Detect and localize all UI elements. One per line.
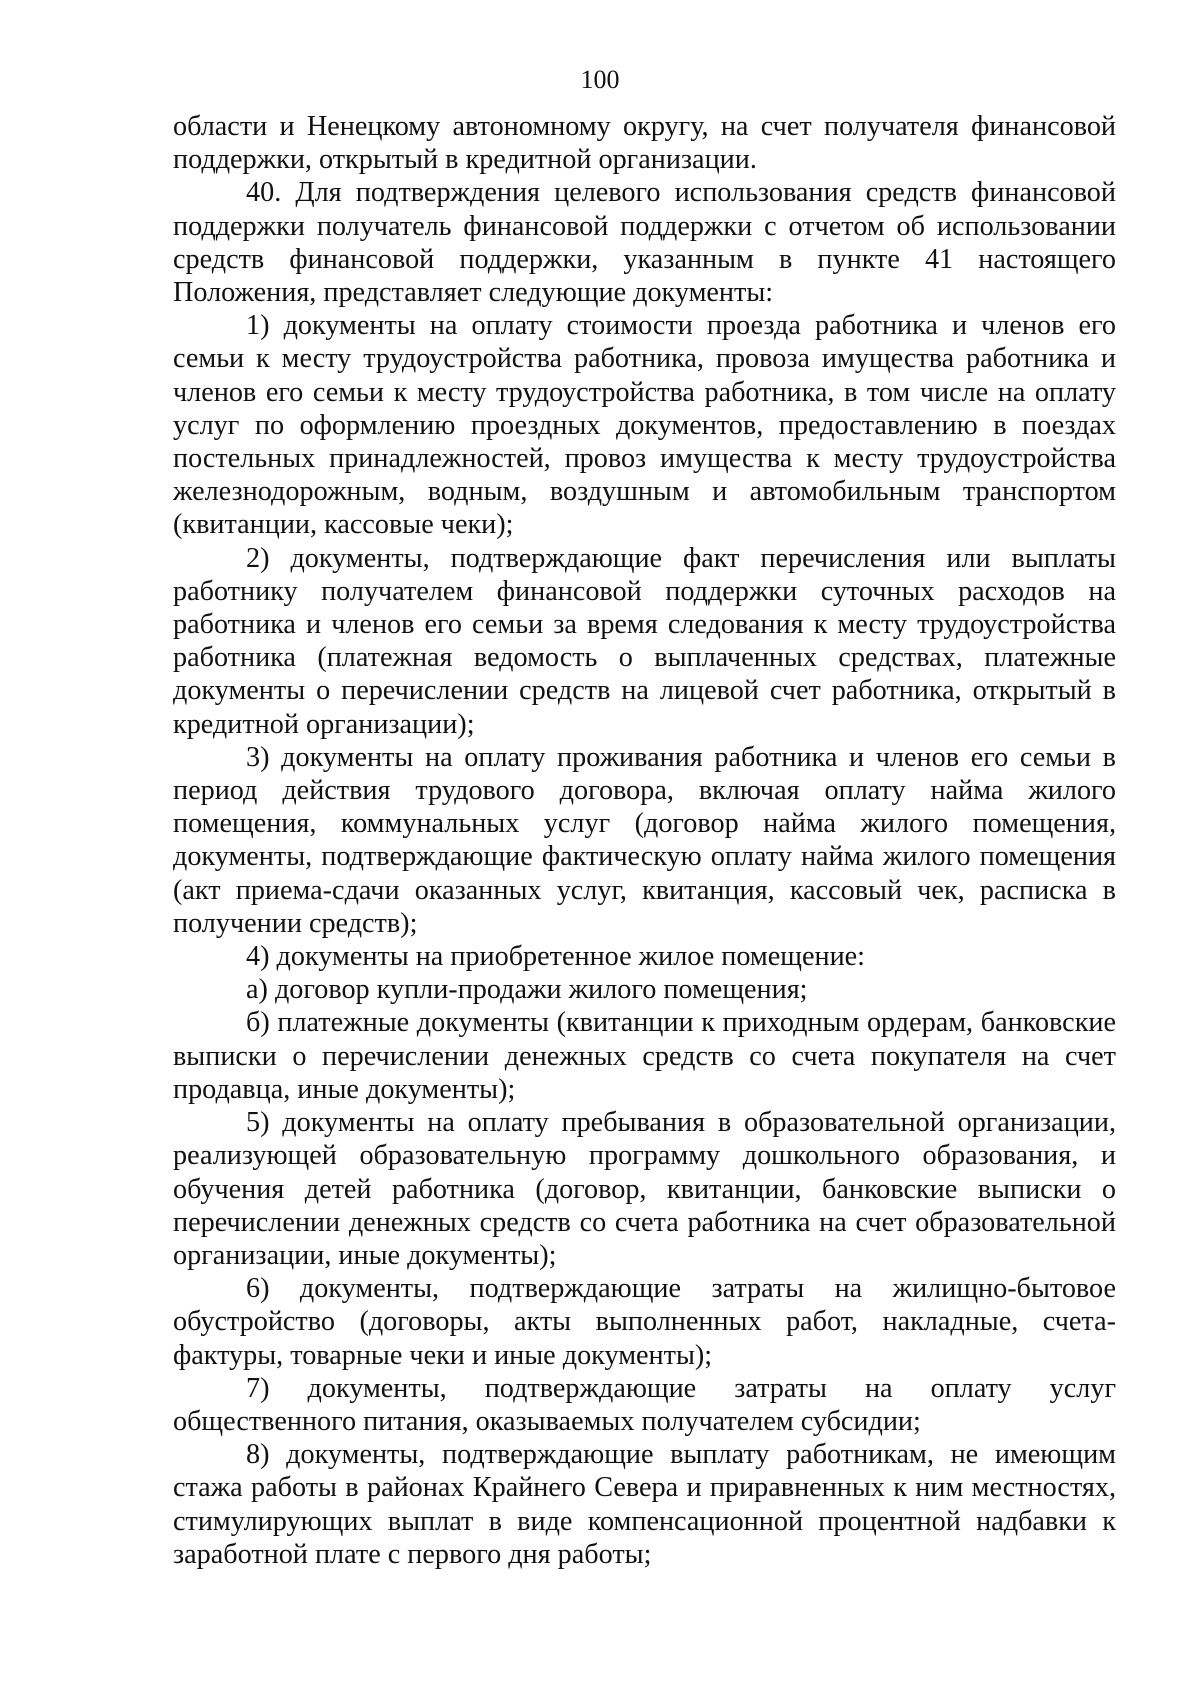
paragraph-subitem-8: 8) документы, подтверждающие выплату работникам, не имеющим стажа работы в районах Крайнего Севера и приравненных к ним местностях, стимулирующих выплат в виде компенсационной процентной надбавки к заработной плате с первого дня работы; <box>173 1439 1116 1570</box>
paragraph-subitem-4b: б) платежные документы (квитанции к приходным ордерам, банковские выписки о перечислении денежных средств со счета покупателя на счет продавца, иные документы); <box>173 1007 1116 1105</box>
paragraph-subitem-5: 5) документы на оплату пребывания в образовательной организации, реализующей образовательную программу дошкольного образования, и обучения детей работника (договор, квитанции, банковские выписки о перечислении денежных средств со счета работника на счет образовательной организации, иные документы); <box>173 1107 1116 1271</box>
paragraph-subitem-4a: а) договор купли-продажи жилого помещения; <box>246 974 808 1006</box>
paragraph-subitem-6: 6) документы, подтверждающие затраты на жилищно-бытовое обустройство (договоры, акты выполненных работ, накладные, счета-фактуры, товарные чеки и иные документы); <box>173 1273 1116 1371</box>
paragraph-item-40: 40. Для подтверждения целевого использования средств финансовой поддержки получатель финансовой поддержки с отчетом об использовании средств финансовой поддержки, указанным в пункте 41 настоящего Положения, представляет следующие документы: <box>173 177 1116 309</box>
paragraph-subitem-4: 4) документы на приобретенное жилое помещение: <box>246 941 865 973</box>
page-number: 100 <box>580 65 620 94</box>
paragraph-subitem-2: 2) документы, подтверждающие факт перечисления или выплаты работнику получателем финансовой поддержки суточных расходов на работника и членов его семьи за время следования к месту трудоустройства работника (платежная ведомость о выплаченных средствах, платежные документы о перечислении средств на лицевой счет работника, открытый в кредитной организации); <box>173 542 1116 740</box>
document-body <box>173 110 1116 1571</box>
paragraph-subitem-1: 1) документы на оплату стоимости проезда работника и членов его семьи к месту трудоустройства работника, провоза имущества работника и членов его семьи к месту трудоустройства работника, в том числе на оплату услуг по оформлению проездных документов, предоставлению в поездах постельных принадлежностей, провоз имущества к месту трудоустройства железнодорожным, водным, воздушным и автомобильным транспортом (квитанции, кассовые чеки); <box>173 310 1116 541</box>
paragraph-subitem-3: 3) документы на оплату проживания работника и членов его семьи в период действия трудового договора, включая оплату найма жилого помещения, коммунальных услуг (договор найма жилого помещения, документы, подтверждающие фактическую оплату найма жилого помещения (акт приема-сдачи оказанных услуг, квитанция, кассовый чек, расписка в получении средств); <box>173 741 1116 939</box>
paragraph-subitem-7: 7) документы, подтверждающие затраты на оплату услуг общественного питания, оказываемых получателем субсидии; <box>173 1372 1116 1437</box>
paragraph-intro: области и Ненецкому автономному округу, на счет получателя финансовой поддержки, открытый в кредитной организации. <box>173 111 1116 176</box>
